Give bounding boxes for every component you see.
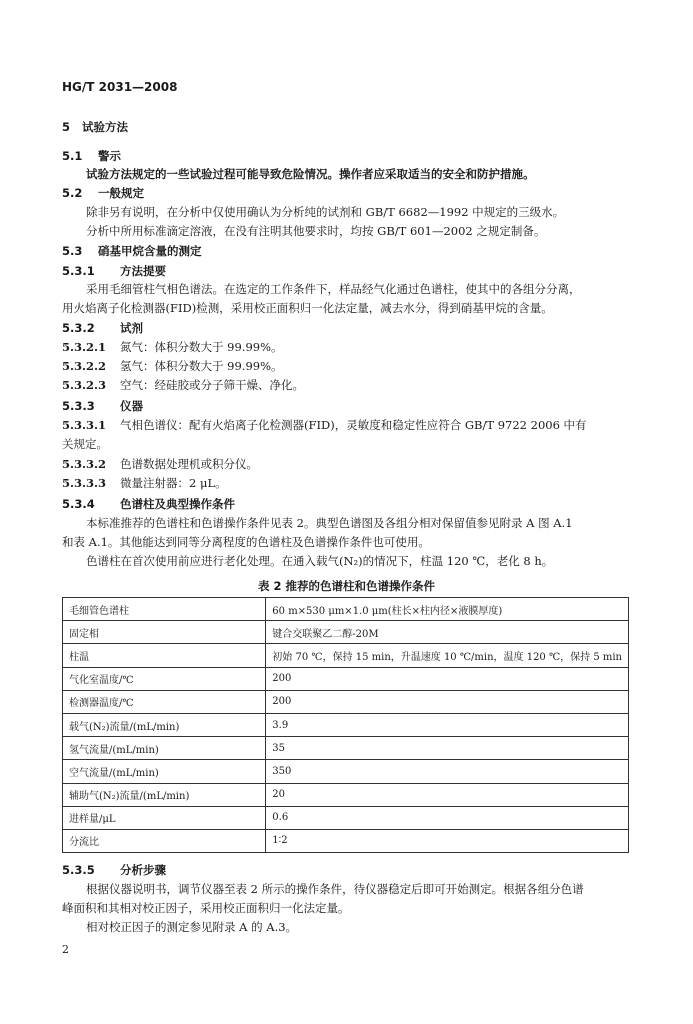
table-cell-value: 200 bbox=[266, 690, 629, 713]
item-text: 气相色谱仪：配有火焰离子化检测器(FID)，灵敏度和稳定性应符合 GB/T 9722 2006 中有 bbox=[120, 418, 587, 432]
item-5-3-3-2 bbox=[62, 456, 641, 472]
operating-conditions-table bbox=[62, 597, 629, 853]
section-5-heading bbox=[62, 119, 641, 135]
section-5-3-4-heading bbox=[62, 496, 641, 512]
table-cell-key: 空气流量/(mL/min) bbox=[63, 760, 266, 783]
table-row bbox=[63, 598, 629, 621]
table-row bbox=[63, 737, 629, 760]
table-row bbox=[63, 806, 629, 829]
item-continuation: 关规定。 bbox=[62, 437, 108, 451]
paragraph: 根据仪器说明书，调节仪器至表 2 所示的操作条件，待仪器稳定后即可开始测定。根据各组分色谱 bbox=[86, 882, 584, 896]
table-cell-key: 氢气流量/(mL/min) bbox=[63, 737, 266, 760]
paragraph: 色谱柱在首次使用前应进行老化处理。在通入载气(N₂)的情况下，柱温 120 ℃，老化 8 h。 bbox=[86, 554, 554, 568]
table-cell-value: 35 bbox=[266, 737, 629, 760]
table-cell-value: 初始 70 ℃，保持 15 min，升温速度 10 ℃/min，温度 120 ℃，保持 5 min bbox=[266, 644, 629, 667]
section-5-3-heading bbox=[62, 243, 641, 259]
table-row bbox=[63, 667, 629, 690]
section-number: 5.3.2 bbox=[62, 321, 95, 335]
item-5-3-3-3 bbox=[62, 475, 641, 491]
table-caption: 表 2 推荐的色谱柱和色谱操作条件 bbox=[257, 579, 435, 593]
item-5-3-3-1 bbox=[62, 417, 641, 433]
section-5-3-5-heading bbox=[62, 862, 641, 878]
item-text: 色谱数据处理机或积分仪。 bbox=[120, 457, 258, 471]
section-number: 5.1 bbox=[62, 149, 83, 163]
paragraph: 和表 A.1。其他能达到同等分离程度的色谱柱及色谱操作条件也可使用。 bbox=[62, 535, 430, 549]
page-number: 2 bbox=[62, 943, 69, 956]
table-cell-key: 毛细管色谱柱 bbox=[63, 598, 266, 621]
table-cell-key: 柱温 bbox=[63, 644, 266, 667]
section-title: 方法提要 bbox=[120, 264, 166, 278]
item-text: 微量注射器：2 μL。 bbox=[120, 476, 227, 490]
table-cell-key: 辅助气(N₂)流量/(mL/min) bbox=[63, 783, 266, 806]
paragraph: 相对校正因子的测定参见附录 A 的 A.3。 bbox=[86, 920, 298, 934]
table-cell-key: 检测器温度/℃ bbox=[63, 690, 266, 713]
table-cell-key: 固定相 bbox=[63, 621, 266, 644]
section-title: 警示 bbox=[98, 149, 121, 163]
table-cell-value: 20 bbox=[266, 783, 629, 806]
item-5-3-2-3 bbox=[62, 377, 641, 393]
section-title: 色谱柱及典型操作条件 bbox=[120, 497, 235, 511]
table-cell-value: 350 bbox=[266, 760, 629, 783]
section-title: 试验方法 bbox=[82, 120, 128, 134]
paragraph: 采用毛细管柱气相色谱法。在选定的工作条件下，样品经气化通过色谱柱，使其中的各组分分离， bbox=[86, 282, 581, 296]
section-number: 5.3.1 bbox=[62, 264, 95, 278]
item-text: 空气：经硅胶或分子筛干燥、净化。 bbox=[120, 378, 304, 392]
section-number: 5.3.4 bbox=[62, 497, 95, 511]
table-cell-value: 0.6 bbox=[266, 806, 629, 829]
table-cell-key: 进样量/μL bbox=[63, 806, 266, 829]
section-title: 仪器 bbox=[120, 399, 143, 413]
table-cell-value: 键合交联聚乙二醇-20M bbox=[266, 621, 629, 644]
table-cell-value: 1∶2 bbox=[266, 829, 629, 852]
paragraph: 除非另有说明，在分析中仅使用确认为分析纯的试剂和 GB/T 6682—1992 中规定的三级水。 bbox=[86, 205, 565, 219]
table-cell-value: 200 bbox=[266, 667, 629, 690]
section-5-1-heading bbox=[62, 148, 641, 164]
item-number: 5.3.3.1 bbox=[62, 418, 107, 432]
section-5-3-1-heading bbox=[62, 263, 641, 279]
section-5-3-3-heading bbox=[62, 398, 641, 414]
table-row bbox=[63, 783, 629, 806]
section-title: 硝基甲烷含量的测定 bbox=[98, 244, 202, 258]
section-5-2-heading bbox=[62, 185, 641, 201]
section-number: 5.2 bbox=[62, 186, 83, 200]
table-row bbox=[63, 690, 629, 713]
item-text: 氢气：体积分数大于 99.99%。 bbox=[120, 359, 283, 373]
section-number: 5.3.5 bbox=[62, 863, 95, 877]
table-row bbox=[63, 621, 629, 644]
standard-code: HG/T 2031—2008 bbox=[62, 80, 178, 94]
item-number: 5.3.2.1 bbox=[62, 340, 107, 354]
table-cell-value: 60 m×530 μm×1.0 μm(柱长×柱内径×液膜厚度) bbox=[266, 598, 629, 621]
table-row bbox=[63, 760, 629, 783]
item-5-3-2-1 bbox=[62, 339, 641, 355]
item-text: 氮气：体积分数大于 99.99%。 bbox=[120, 340, 283, 354]
table-row bbox=[63, 644, 629, 667]
item-number: 5.3.3.2 bbox=[62, 457, 107, 471]
section-title: 分析步骤 bbox=[120, 863, 166, 877]
item-number: 5.3.2.3 bbox=[62, 378, 107, 392]
section-number: 5 bbox=[62, 120, 71, 134]
item-5-3-2-2 bbox=[62, 358, 641, 374]
item-number: 5.3.3.3 bbox=[62, 476, 107, 490]
table-cell-key: 载气(N₂)流量/(mL/min) bbox=[63, 713, 266, 736]
table-row bbox=[63, 713, 629, 736]
table-cell-key: 气化室温度/℃ bbox=[63, 667, 266, 690]
section-title: 试剂 bbox=[120, 321, 143, 335]
paragraph: 分析中所用标准滴定溶液，在没有注明其他要求时，均按 GB/T 601—2002 之规定制备。 bbox=[86, 224, 546, 238]
paragraph: 峰面积和其相对校正因子，采用校正面积归一化法定量。 bbox=[62, 901, 350, 915]
section-title: 一般规定 bbox=[98, 186, 144, 200]
section-5-3-2-heading bbox=[62, 320, 641, 336]
table-row bbox=[63, 829, 629, 852]
table-cell-key: 分流比 bbox=[63, 829, 266, 852]
table-cell-value: 3.9 bbox=[266, 713, 629, 736]
warning-text: 试验方法规定的一些试验过程可能导致危险情况。操作者应采取适当的安全和防护措施。 bbox=[86, 167, 535, 181]
item-number: 5.3.2.2 bbox=[62, 359, 107, 373]
paragraph: 用火焰离子化检测器(FID)检测，采用校正面积归一化法定量，减去水分，得到硝基甲烷的含量。 bbox=[62, 301, 553, 315]
paragraph: 本标准推荐的色谱柱和色谱操作条件见表 2。典型色谱图及各组分相对保留值参见附录 A 图 A.1 bbox=[86, 516, 573, 530]
section-number: 5.3 bbox=[62, 244, 83, 258]
section-number: 5.3.3 bbox=[62, 399, 95, 413]
